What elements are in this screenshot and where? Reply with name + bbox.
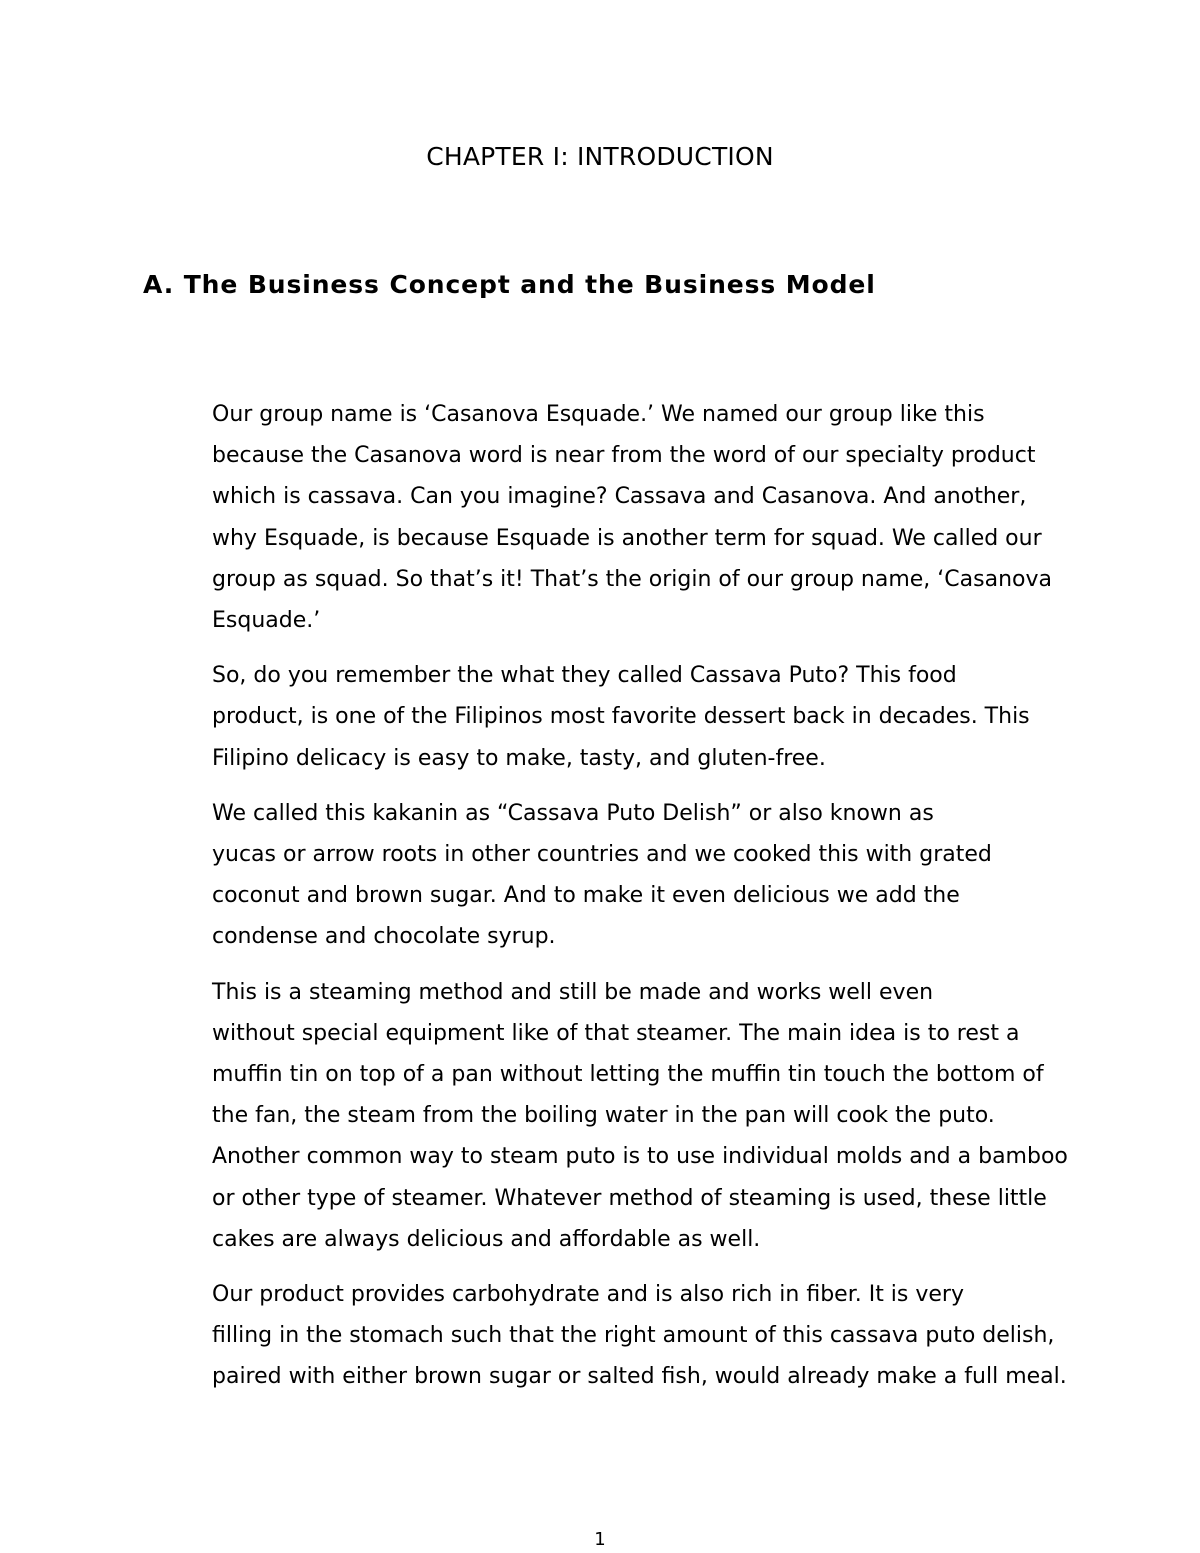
paragraph-kakanin	[143, 793, 1068, 958]
text-line: condense and chocolate syrup.	[212, 924, 556, 950]
text-line: because the Casanova word is near from the word of our specialty product	[212, 443, 1036, 469]
paragraph-steaming-method	[143, 972, 1068, 1260]
text-line: Our group name is ‘Casanova Esquade.’ We named our group like this	[212, 402, 985, 427]
text-line: paired with either brown sugar or salted fish, would already make a full meal.	[212, 1364, 1067, 1390]
paragraph-cassava-puto	[143, 655, 1068, 779]
text-line: the fan, the steam from the boiling water in the pan will cook the puto.	[212, 1103, 995, 1129]
text-line: yucas or arrow roots in other countries and we cooked this with grated	[212, 842, 992, 868]
chapter-title: CHAPTER I: INTRODUCTION	[426, 142, 774, 171]
text-line: group as squad. So that’s it! That’s the origin of our group name, ‘Casanova	[212, 566, 1052, 592]
text-line: So, do you remember the what they called Cassava Puto? This food	[212, 663, 957, 689]
section-heading: A. The Business Concept and the Business Model	[143, 270, 876, 299]
paragraph-group-name	[143, 394, 1068, 641]
page-number: 1	[594, 1529, 606, 1550]
body-text	[143, 394, 1068, 1412]
text-line: product, is one of the Filipinos most favorite dessert back in decades. This	[212, 704, 1030, 730]
text-line: coconut and brown sugar. And to make it even delicious we add the	[212, 883, 960, 909]
text-line: Esquade.’	[212, 608, 321, 634]
text-line: Filipino delicacy is easy to make, tasty, and gluten-free.	[212, 745, 826, 771]
text-line: Our product provides carbohydrate and is also rich in fiber. It is very	[212, 1282, 964, 1308]
text-line: filling in the stomach such that the right amount of this cassava puto delish,	[212, 1323, 1055, 1349]
text-line: We called this kakanin as “Cassava Puto Delish” or also known as	[212, 800, 934, 826]
text-line: or other type of steamer. Whatever method of steaming is used, these little	[212, 1185, 1047, 1211]
text-line: muffin tin on top of a pan without letting the muffin tin touch the bottom of	[212, 1062, 1044, 1088]
paragraph-nutrition	[143, 1274, 1068, 1398]
text-line: which is cassava. Can you imagine? Cassava and Casanova. And another,	[212, 484, 1027, 510]
text-line: This is a steaming method and still be made and works well even	[212, 979, 934, 1005]
text-line: Another common way to steam puto is to use individual molds and a bamboo	[212, 1144, 1068, 1170]
text-line: without special equipment like of that steamer. The main idea is to rest a	[212, 1020, 1020, 1046]
text-line: why Esquade, is because Esquade is another term for squad. We called our	[212, 525, 1042, 551]
text-line: cakes are always delicious and affordable as well.	[212, 1226, 761, 1252]
